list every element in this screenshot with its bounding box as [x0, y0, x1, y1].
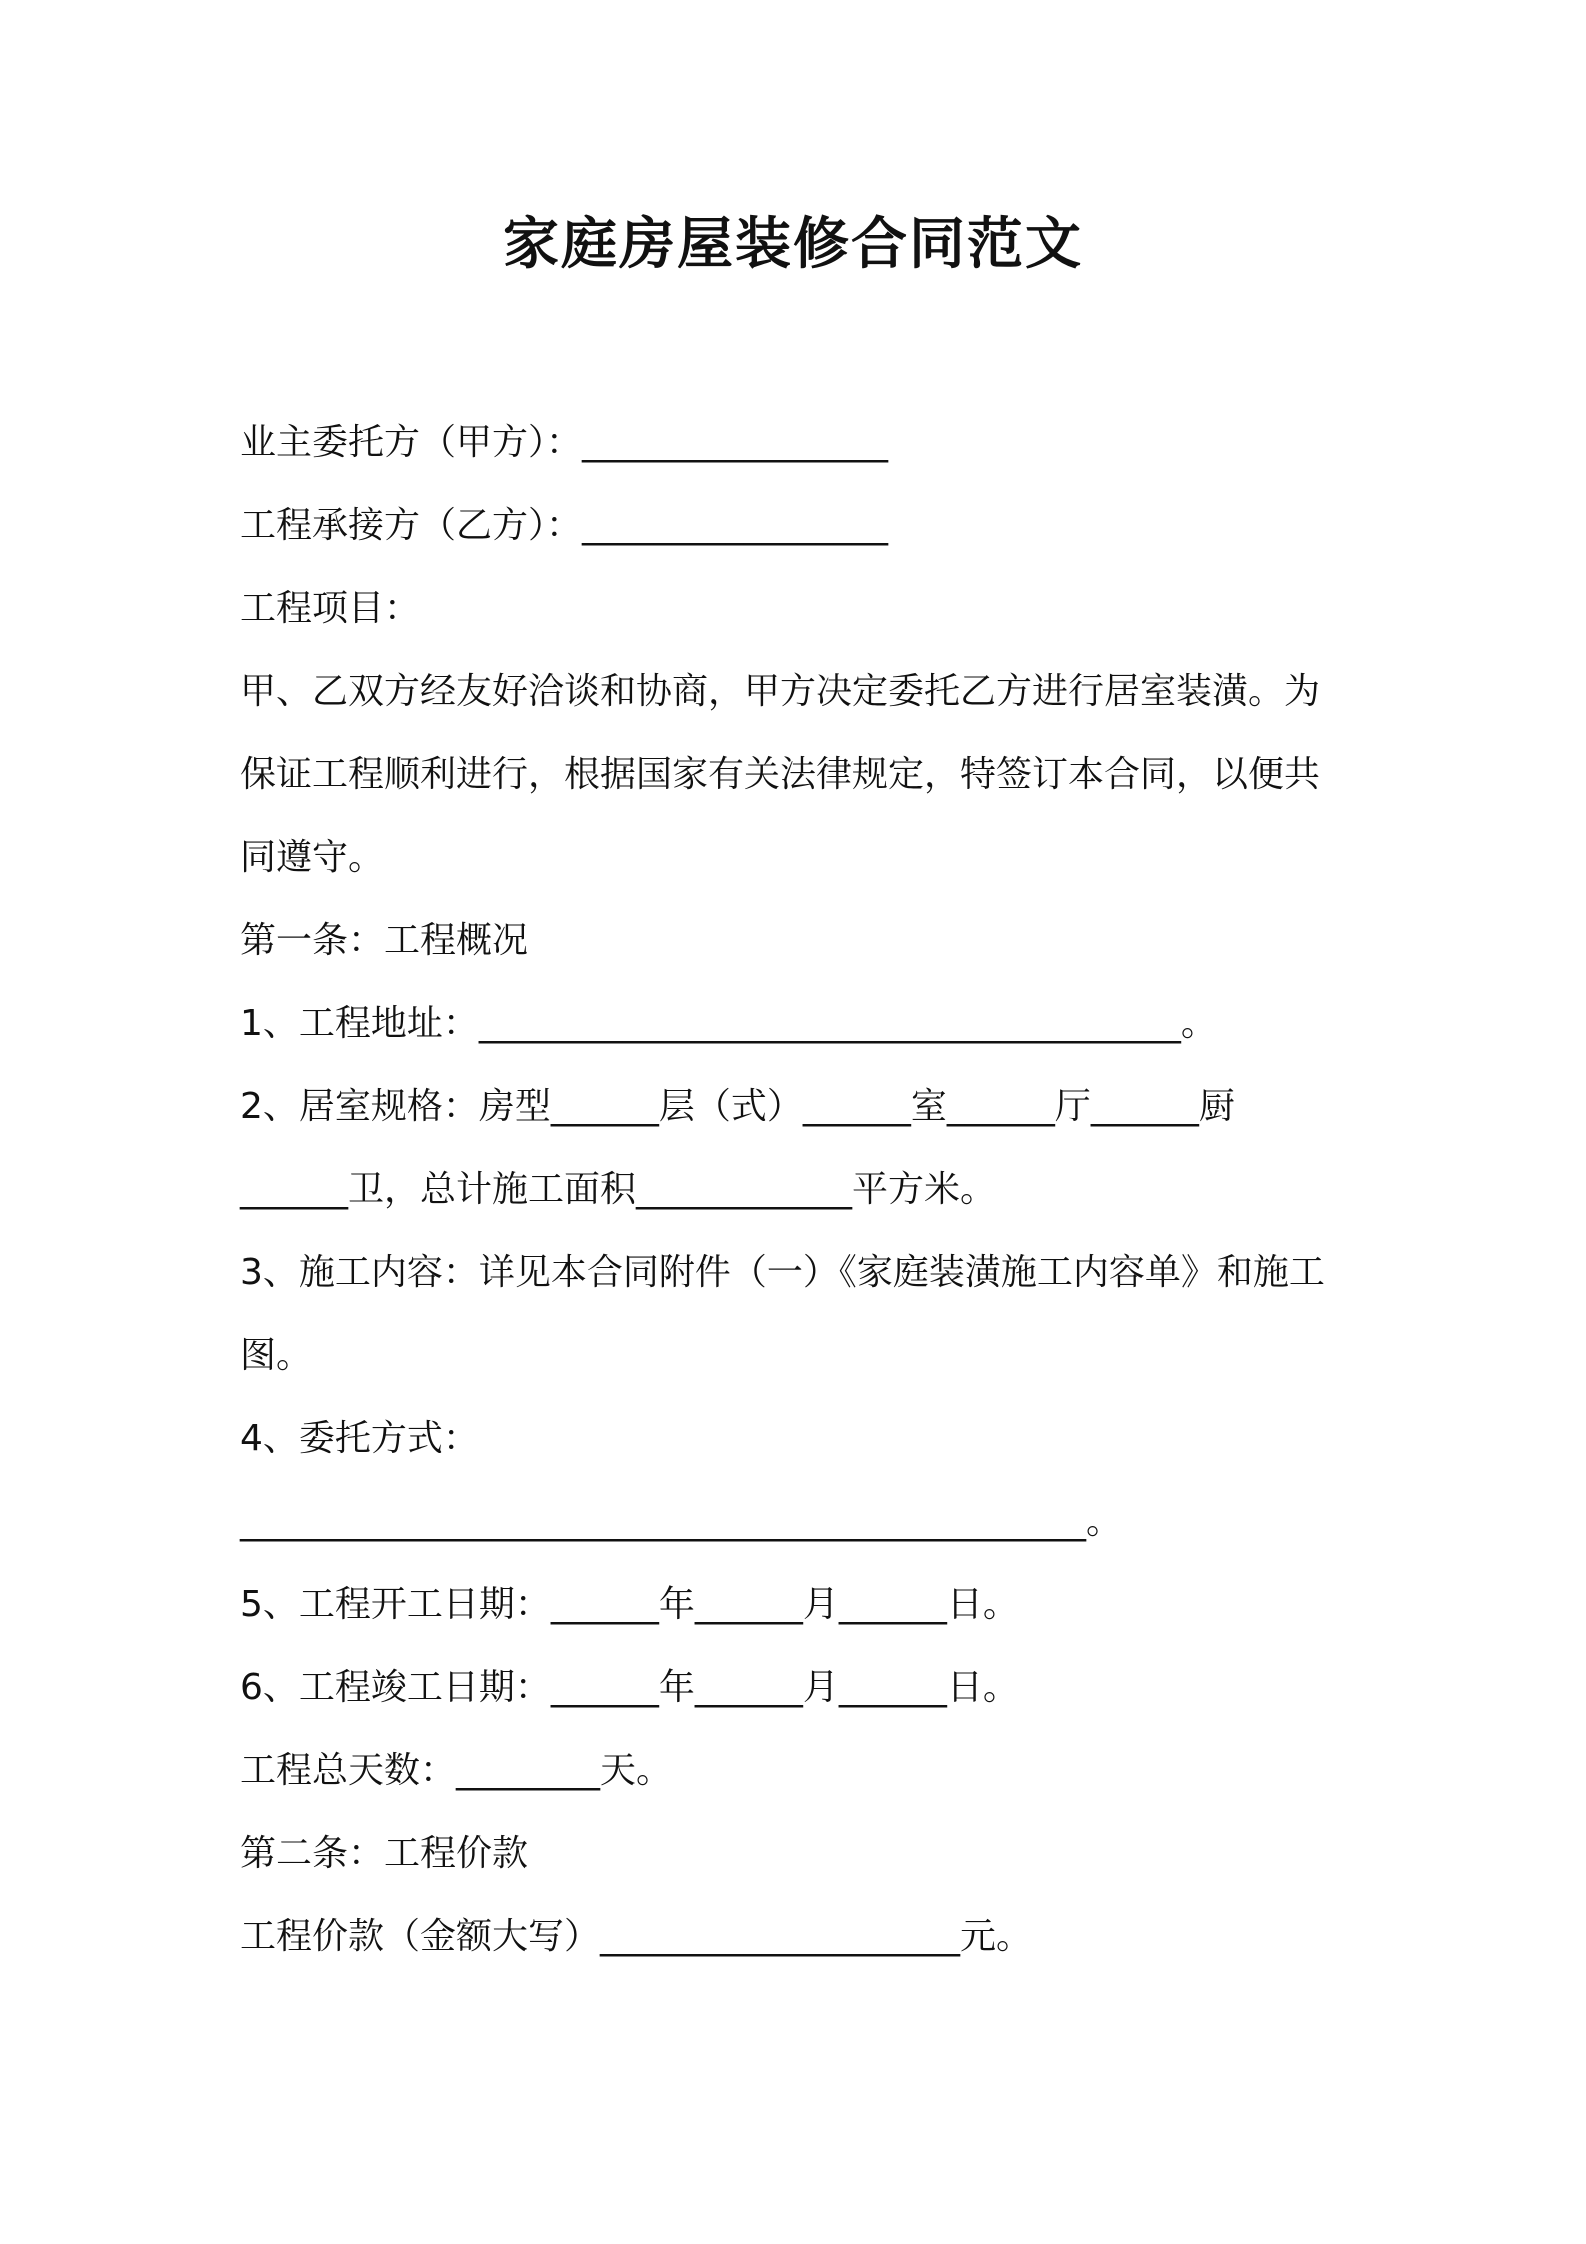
- line-party-b: 工程承接方（乙方）：_________________: [240, 505, 889, 546]
- line-content-1: 3、施工内容：详见本合同附件（一）《家庭装潢施工内容单》和施工: [240, 1252, 1325, 1293]
- line-project: 工程项目：: [240, 588, 421, 629]
- line-intro-2: 保证工程顺利进行，根据国家有关法律规定，特签订本合同，以便共: [240, 754, 1321, 795]
- line-total-days: 工程总天数：________天。: [240, 1750, 673, 1791]
- line-room-spec-2: ______卫，总计施工面积____________平方米。: [240, 1169, 997, 1210]
- line-party-a: 业主委托方（甲方）：_________________: [240, 422, 889, 463]
- line-address: 1、工程地址：_______________________________________。: [240, 1003, 1217, 1044]
- line-intro-1: 甲、乙双方经友好洽谈和协商，甲方决定委托乙方进行居室装潢。为: [240, 671, 1321, 712]
- line-room-spec-1: 2、居室规格：房型______层（式）______室______厅______厨: [240, 1086, 1235, 1127]
- line-price: 工程价款（金额大写）____________________元。: [240, 1916, 1033, 1957]
- line-content-2: 图。: [240, 1335, 313, 1376]
- article-1-heading: 第一条：工程概况: [240, 920, 529, 961]
- document-body: [240, 401, 1360, 1978]
- line-commission-label: 4、委托方式：: [240, 1418, 479, 1459]
- article-2-heading: 第二条：工程价款: [240, 1833, 529, 1874]
- document-title: 家庭房屋装修合同范文: [503, 212, 1083, 277]
- line-commission-blank: _______________________________________________。: [240, 1501, 1122, 1542]
- line-intro-3: 同遵守。: [240, 837, 385, 878]
- line-start-date: 5、工程开工日期：______年______月______日。: [240, 1584, 1019, 1625]
- line-end-date: 6、工程竣工日期：______年______月______日。: [240, 1667, 1019, 1708]
